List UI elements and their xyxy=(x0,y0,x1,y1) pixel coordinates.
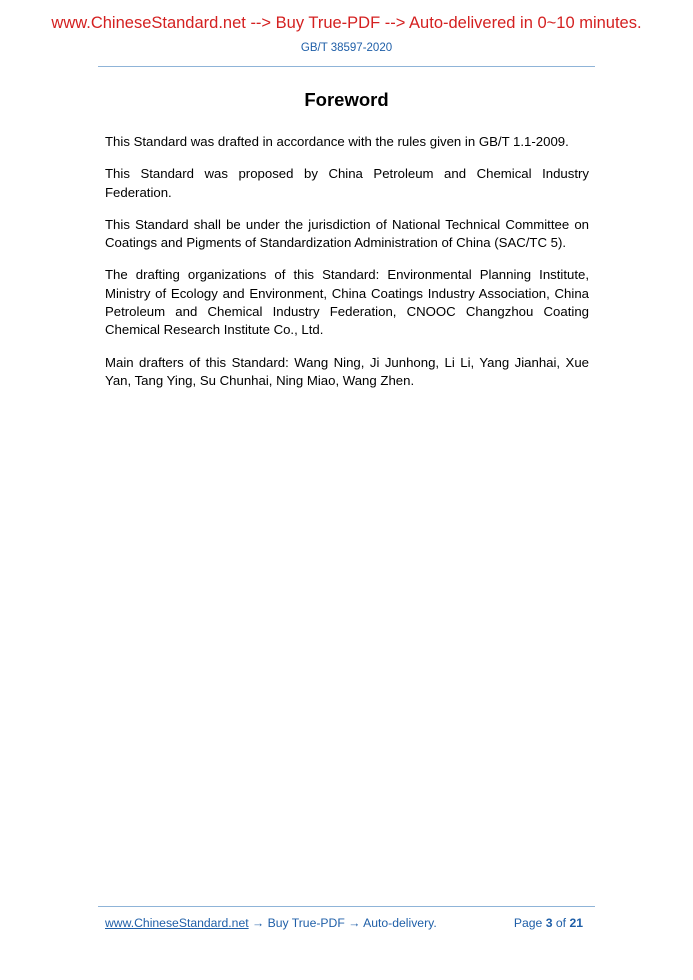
footer-delivery-text: Auto-delivery. xyxy=(363,916,437,930)
page-title: Foreword xyxy=(304,89,389,110)
page-current: 3 xyxy=(545,916,553,930)
page-of: of xyxy=(555,916,567,930)
page-indicator xyxy=(514,916,583,930)
standard-code: GB/T 38597-2020 xyxy=(300,42,393,54)
arrow-right-icon: → xyxy=(252,916,265,930)
paragraph-proposed-by: This Standard was proposed by China Petroleum and Chemical Industry Federation. xyxy=(105,166,589,200)
paragraph-main-drafters: Main drafters of this Standard: Wang Ning, Ji Junhong, Li Li, Yang Jianhai, Xue Yan, Tang Ying, Su Chunhai, Ning Miao, Wang Zhen. xyxy=(105,354,589,388)
arrow-right-icon: → xyxy=(348,916,361,930)
paragraph-drafting-rules: This Standard was drafted in accordance with the rules given in GB/T 1.1-2009. xyxy=(105,134,569,149)
footer-buy-text: Buy True-PDF xyxy=(267,916,345,930)
page-total: 21 xyxy=(569,916,583,930)
footer-site-link[interactable]: www.ChineseStandard.net xyxy=(105,916,249,930)
header-divider xyxy=(98,66,595,67)
page-label: Page xyxy=(513,916,543,930)
paragraph-drafting-organizations: The drafting organizations of this Standard: Environmental Planning Institute, Ministry of Ecology and Environment, China Coatings Industry Association, China Petroleum and Chemical Industry Federation, CNOOC Changzhou Coating Chemical Research Institute Co., Ltd. xyxy=(105,267,589,338)
paragraph-jurisdiction: This Standard shall be under the jurisdiction of National Technical Committee on Coatings and Pigments of Standardization Administration of China (SAC/TC 5). xyxy=(105,216,589,251)
footer-divider xyxy=(98,906,595,907)
footer-links xyxy=(105,916,437,930)
promo-banner[interactable]: www.ChineseStandard.net --> Buy True-PDF --> Auto-delivered in 0~10 minutes. xyxy=(51,14,642,32)
foreword-body xyxy=(105,133,589,404)
